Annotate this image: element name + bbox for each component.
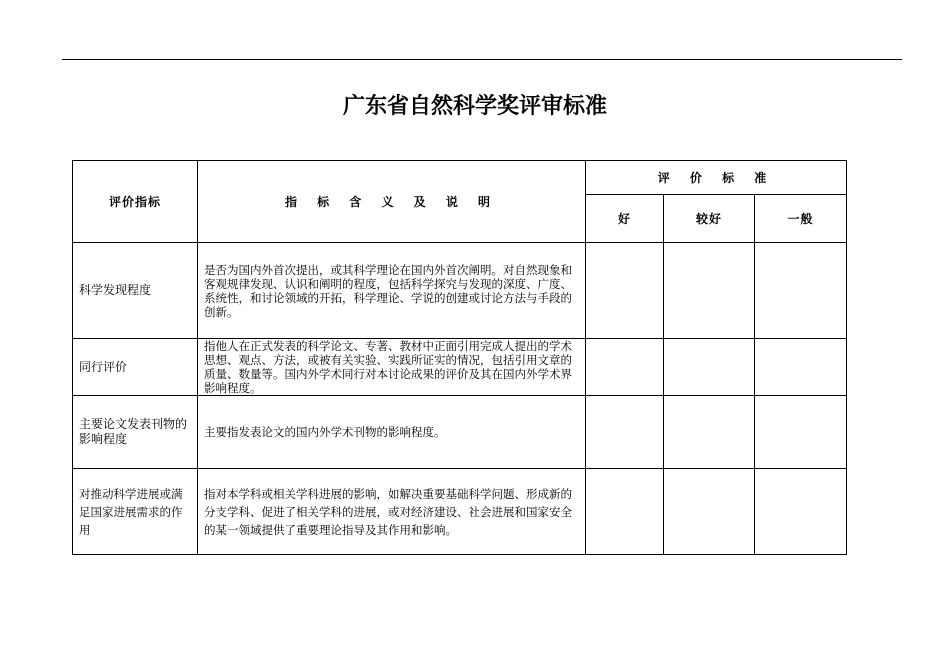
score-cell-better[interactable] <box>664 243 755 339</box>
table-row <box>73 339 847 396</box>
top-rule <box>62 59 902 60</box>
indicator-cell: 科学发现程度 <box>73 243 198 339</box>
indicator-cell: 同行评价 <box>73 339 198 396</box>
indicator-header: 评价指标 <box>73 161 198 243</box>
score-cell-good[interactable] <box>586 396 664 469</box>
grade-good-header: 好 <box>586 195 664 243</box>
score-cell-better[interactable] <box>664 469 755 555</box>
score-cell-normal[interactable] <box>755 469 847 555</box>
meaning-header: 指 标 含 义 及 说 明 <box>198 161 586 243</box>
score-cell-better[interactable] <box>664 339 755 396</box>
indicator-cell: 主要论文发表刊物的影响程度 <box>73 396 198 469</box>
grade-normal-header: 一般 <box>755 195 847 243</box>
header-row <box>73 161 847 195</box>
score-cell-good[interactable] <box>586 243 664 339</box>
criteria-table <box>72 160 847 555</box>
score-cell-normal[interactable] <box>755 396 847 469</box>
description-cell: 指对本学科或相关学科进展的影响，如解决重要基础科学问题、形成新的分支学科、促进了相关学科的进展，或对经济建设、社会进展和国家安全的某一领域提供了重要理论指导及其作用和影响。 <box>198 469 586 555</box>
score-cell-better[interactable] <box>664 396 755 469</box>
table-row <box>73 469 847 555</box>
page-title: 广东省自然科学奖评审标准 <box>342 94 607 119</box>
standard-header: 评 价 标 准 <box>586 161 847 195</box>
grade-better-header: 较好 <box>664 195 755 243</box>
score-cell-normal[interactable] <box>755 339 847 396</box>
description-cell: 主要指发表论文的国内外学术刊物的影响程度。 <box>198 396 586 469</box>
indicator-cell: 对推动科学进展或满足国家进展需求的作用 <box>73 469 198 555</box>
score-cell-good[interactable] <box>586 339 664 396</box>
description-cell: 指他人在正式发表的科学论文、专著、教材中正面引用完成人提出的学术思想、观点、方法，或被有关实验、实践所证实的情况，包括引用文章的质量、数量等。国内外学术同行对本讨论成果的评价及其在国内外学术界影响程度。 <box>198 339 586 396</box>
score-cell-good[interactable] <box>586 469 664 555</box>
score-cell-normal[interactable] <box>755 243 847 339</box>
table-row <box>73 396 847 469</box>
table-row <box>73 243 847 339</box>
description-cell: 是否为国内外首次提出，或其科学理论在国内外首次阐明。对自然现象和客观规律发现、认识和阐明的程度，包括科学探究与发现的深度、广度、系统性，和讨论领域的开拓，科学理论、学说的创建或讨论方法与手段的创新。 <box>198 243 586 339</box>
